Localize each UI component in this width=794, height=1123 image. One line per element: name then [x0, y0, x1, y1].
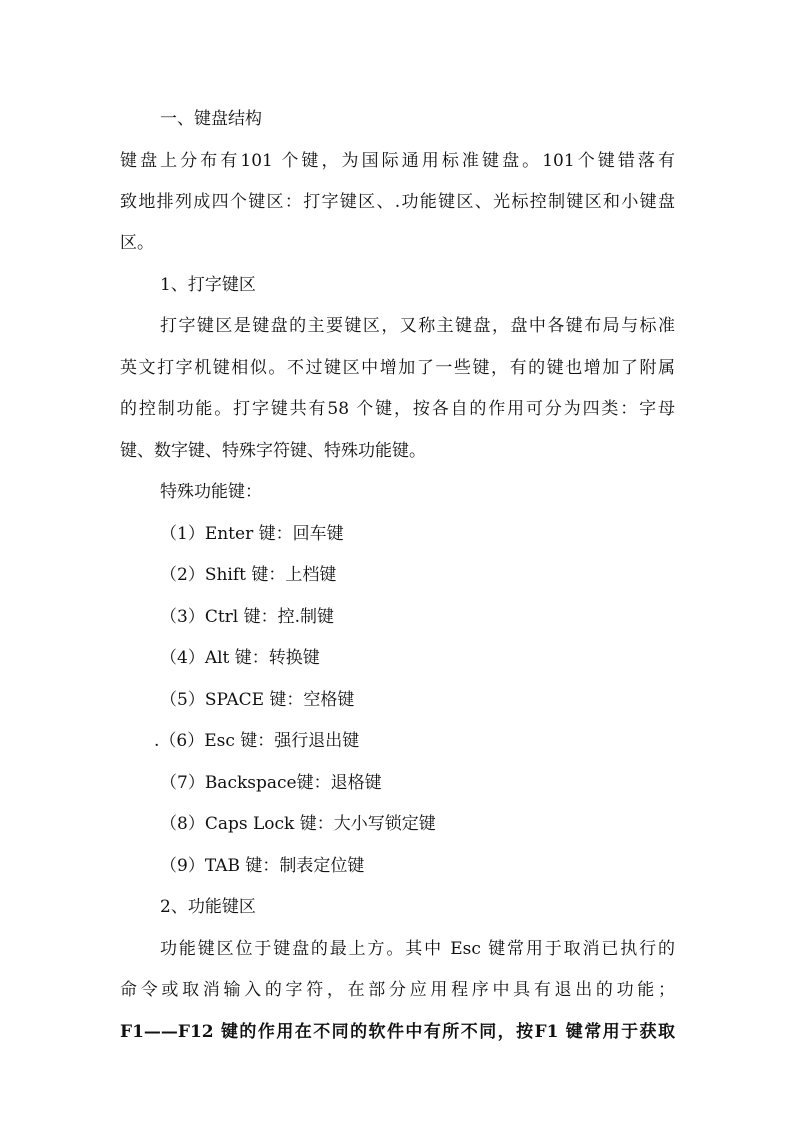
special-key-item: （3）Ctrl 键：控.制键 — [160, 607, 335, 627]
section-heading-function-area: 2、功能键区 — [160, 897, 256, 917]
paragraph-line: 区。 — [120, 233, 154, 253]
paragraph-line: 键、数字键、特殊字符键、特殊功能键。 — [120, 441, 426, 461]
paragraph-line: 命令或取消输入的字符，在部分应用程序中具有退出的功能； — [120, 980, 675, 1000]
paragraph-line: 英文打字机键相似。不过键区中增加了一些键，有的键也增加了附属 — [120, 358, 675, 378]
paragraph-line: 键盘上分布有101 个键，为国际通用标准键盘。101个键错落有 — [120, 151, 675, 171]
special-key-item: （2）Shift 键：上档键 — [160, 565, 337, 585]
paragraph-line: 致地排列成四个键区：打字键区、.功能键区、光标控制键区和小键盘 — [120, 192, 675, 212]
special-key-item: （7）Backspace键：退格键 — [160, 773, 382, 793]
special-key-item: （1）Enter 键：回车键 — [160, 524, 344, 544]
special-key-item: （9）TAB 键：制表定位键 — [160, 856, 365, 876]
special-key-item: .（6）Esc 键：强行退出键 — [154, 731, 360, 751]
paragraph-line: F1——F12 键的作用在不同的软件中有所不同，按F1 键常用于获取 — [120, 1022, 675, 1042]
special-key-item: （8）Caps Lock 键：大小写锁定键 — [160, 814, 436, 834]
paragraph-line: 功能键区位于键盘的最上方。其中 Esc 键常用于取消已执行的 — [160, 939, 675, 959]
section-heading-keyboard-structure: 一、键盘结构 — [160, 109, 262, 129]
paragraph-line: 打字键区是键盘的主要键区，又称主键盘，盘中各键布局与标准 — [160, 316, 675, 336]
special-key-item: （4）Alt 键：转换键 — [160, 648, 320, 668]
special-key-item: （5）SPACE 键：空格键 — [160, 690, 355, 710]
special-keys-title: 特殊功能键： — [160, 482, 262, 502]
section-heading-typing-area: 1、打字键区 — [160, 275, 256, 295]
paragraph-line: 的控制功能。打字键共有58 个键，按各自的作用可分为四类：字母 — [120, 399, 675, 419]
